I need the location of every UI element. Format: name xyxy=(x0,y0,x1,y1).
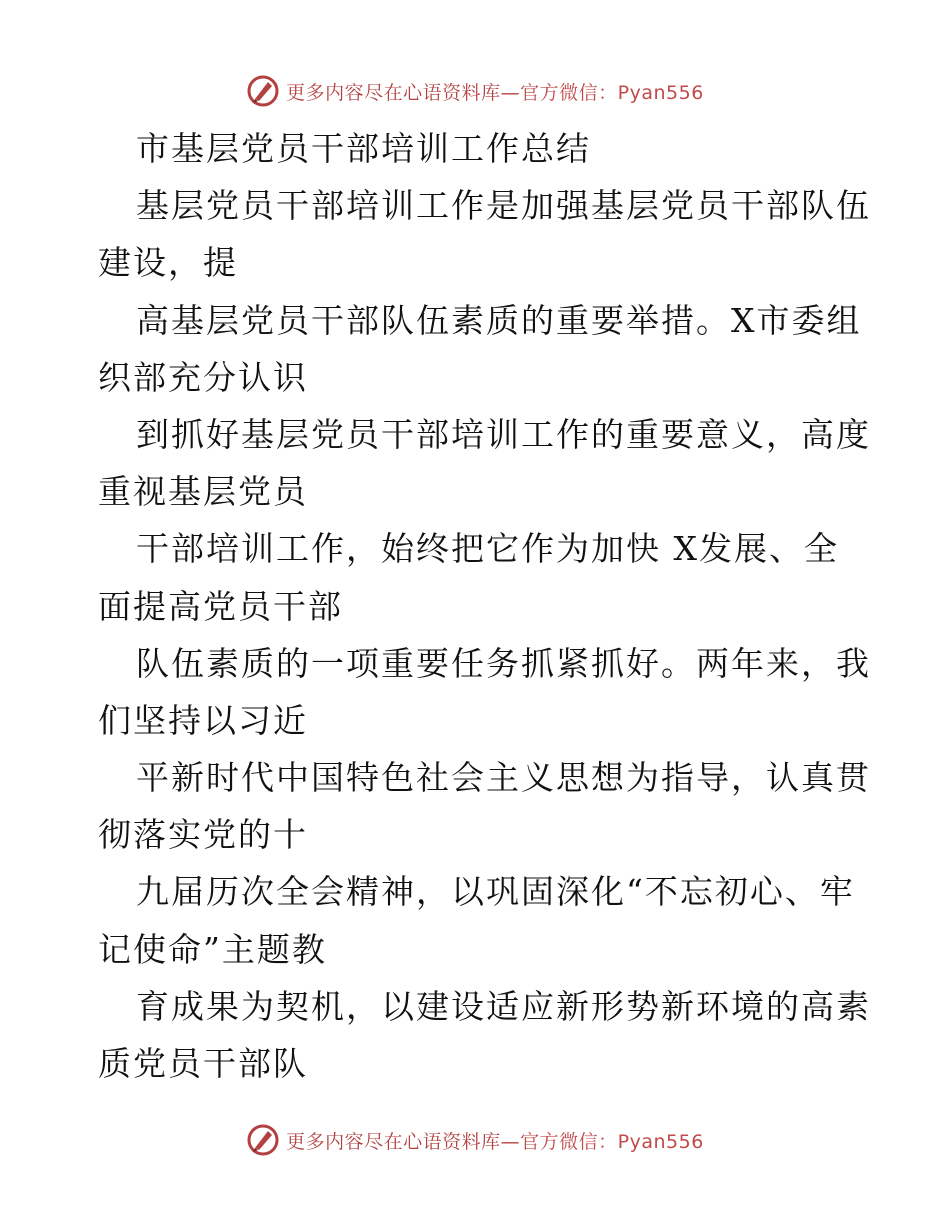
watermark-text: 更多内容尽在心语资料库—官方微信：Pyan556 xyxy=(286,81,704,104)
paragraph-line: 育成果为契机，以建设适应新形势新环境的高素 xyxy=(136,986,871,1026)
paragraph-line: 干部培训工作，始终把它作为加快 X发展、全 xyxy=(136,529,839,569)
paragraph-line: 彻落实党的十 xyxy=(98,815,308,855)
paragraph-line: 基层党员干部培训工作是加强基层党员干部队伍 xyxy=(136,186,871,226)
paragraph-line: 记使命”主题教 xyxy=(98,929,327,969)
footer-watermark xyxy=(0,1120,950,1160)
header-watermark xyxy=(0,71,950,111)
paragraph-line: 们坚持以习近 xyxy=(98,700,308,740)
paragraph-line: 织部充分认识 xyxy=(98,357,308,397)
paragraph-line: 重视基层党员 xyxy=(98,472,308,512)
paragraph-line: 面提高党员干部 xyxy=(98,586,343,626)
document-body xyxy=(98,120,871,1092)
paragraph-line: 高基层党员干部队伍素质的重要举措。X市委组 xyxy=(136,300,862,340)
pen-logo-icon xyxy=(246,74,280,108)
paragraph-line: 建设，提 xyxy=(98,243,238,283)
paragraph-line: 平新时代中国特色社会主义思想为指导，认真贯 xyxy=(136,758,871,798)
paragraph-line: 队伍素质的一项重要任务抓紧抓好。两年来，我 xyxy=(136,643,871,683)
paragraph-line: 九届历次全会精神，以巩固深化“不忘初心、牢 xyxy=(136,872,855,912)
document-title: 市基层党员干部培训工作总结 xyxy=(136,129,591,168)
pen-logo-icon xyxy=(246,1123,280,1157)
watermark-text: 更多内容尽在心语资料库—官方微信：Pyan556 xyxy=(286,1130,704,1153)
paragraph-line: 到抓好基层党员干部培训工作的重要意义，高度 xyxy=(136,414,871,454)
paragraph-line: 质党员干部队 xyxy=(98,1044,308,1083)
